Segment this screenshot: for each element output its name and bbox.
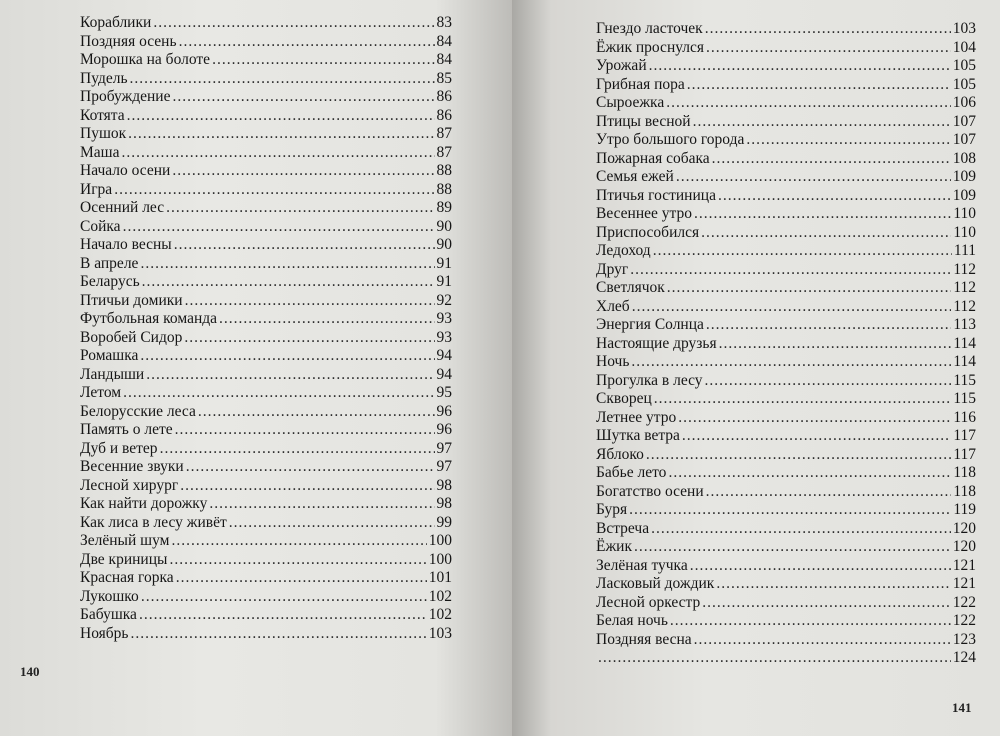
toc-entry <box>596 187 976 206</box>
toc-entry <box>80 199 452 218</box>
toc-entry <box>596 446 976 465</box>
toc-entry <box>596 390 976 409</box>
toc-entry-title: Ёжик <box>596 538 633 555</box>
toc-entry-page: 122 <box>952 593 976 611</box>
toc-entry <box>80 70 452 89</box>
toc-entry-page: 102 <box>428 606 452 623</box>
dot-leader <box>219 310 434 329</box>
toc-entry-title: Пожарная собака <box>596 149 710 167</box>
toc-entry-title: Зелёный шум <box>80 532 170 549</box>
toc-entry-title: Красная горка <box>80 569 174 586</box>
toc-entry-title: Бабушка <box>80 606 137 623</box>
toc-entry <box>596 538 976 557</box>
toc-entry <box>596 612 976 631</box>
toc-entry-title: Беларусь <box>80 273 140 290</box>
toc-entry-page: 84 <box>436 51 452 68</box>
dot-leader <box>130 70 435 89</box>
toc-entry <box>596 372 976 391</box>
dot-leader <box>687 76 951 95</box>
toc-entry <box>80 125 452 144</box>
toc-entry <box>596 464 976 483</box>
toc-entry <box>80 144 452 163</box>
toc-entry-title: Ромашка <box>80 347 139 364</box>
toc-entry-title: Урожай <box>596 57 647 74</box>
dot-leader <box>146 366 434 385</box>
dot-leader <box>212 51 434 70</box>
toc-entry-page: 97 <box>436 439 452 457</box>
toc-entry <box>80 162 452 181</box>
toc-entry <box>80 88 452 107</box>
toc-entry-page: 90 <box>436 236 452 253</box>
dot-leader <box>198 403 435 422</box>
toc-entry-title: Ночь <box>596 353 630 370</box>
toc-entry-page: 87 <box>436 125 452 142</box>
toc-entry <box>80 458 452 477</box>
dot-leader <box>175 421 435 440</box>
toc-entry-page: 98 <box>436 476 452 494</box>
toc-entry <box>596 76 976 95</box>
dot-leader <box>705 372 952 391</box>
toc-entry-page: 90 <box>436 217 452 235</box>
dot-leader <box>690 557 951 576</box>
toc-entry-title: Футбольная команда <box>80 310 218 327</box>
toc-entry-page: 93 <box>436 310 452 327</box>
dot-leader <box>176 569 427 588</box>
dot-leader <box>142 273 435 292</box>
toc-entry-page: 87 <box>436 143 452 161</box>
toc-entry-title: Дуб и ветер <box>80 439 158 457</box>
toc-entry-title: Лукошко <box>80 587 139 605</box>
toc-entry-title: Прогулка в лесу <box>596 371 703 389</box>
dot-leader <box>153 14 434 33</box>
toc-entry <box>80 477 452 496</box>
dot-leader <box>668 464 951 483</box>
dot-leader <box>174 236 435 255</box>
toc-entry-title: Пушок <box>80 125 127 142</box>
toc-entry <box>80 551 452 570</box>
dot-leader <box>179 33 435 52</box>
toc-entry-page: 86 <box>436 106 452 124</box>
toc-entry-page: 103 <box>428 624 452 642</box>
toc-entry-title: Грибная пора <box>596 75 685 93</box>
toc-entry-page: 95 <box>436 384 452 401</box>
toc-entry-page: 124 <box>952 649 976 666</box>
toc-entry-page: 86 <box>436 88 452 105</box>
toc-entry <box>596 353 976 372</box>
toc-entry-page: 100 <box>428 532 452 549</box>
toc-entry-page: 109 <box>952 186 976 204</box>
toc-entry <box>596 205 976 224</box>
page-number-left: 140 <box>20 664 40 679</box>
toc-entry <box>80 588 452 607</box>
dot-leader <box>631 353 951 372</box>
toc-entry <box>596 131 976 150</box>
dot-leader <box>184 329 434 348</box>
dot-leader <box>678 409 951 428</box>
toc-list-left <box>80 14 452 643</box>
toc-entry-title: Утро большого города <box>596 131 745 148</box>
toc-entry-title: Богатство осени <box>596 482 704 500</box>
toc-entry <box>80 236 452 255</box>
toc-entry-title: Начало весны <box>80 236 172 253</box>
dot-leader <box>694 205 951 224</box>
dot-leader <box>716 575 950 594</box>
toc-entry-page: 115 <box>953 371 976 389</box>
toc-entry-title: Ласковый дождик <box>596 575 715 592</box>
toc-entry-title: В апреле <box>80 254 139 272</box>
toc-entry-title: Игра <box>80 180 113 198</box>
toc-entry <box>80 255 452 274</box>
toc-entry <box>596 335 976 354</box>
toc-entry <box>596 316 976 335</box>
toc-entry <box>596 501 976 520</box>
toc-entry <box>80 310 452 329</box>
dot-leader <box>141 588 427 607</box>
toc-entry <box>80 421 452 440</box>
dot-leader <box>598 649 951 668</box>
toc-entry-title: Начало осени <box>80 162 171 179</box>
toc-entry <box>596 224 976 243</box>
toc-entry <box>596 427 976 446</box>
dot-leader <box>140 347 434 366</box>
toc-entry-title: Поздняя весна <box>596 630 692 648</box>
toc-entry <box>80 14 452 33</box>
toc-entry-title: Ландыши <box>80 365 145 383</box>
toc-entry <box>80 514 452 533</box>
dot-leader <box>186 458 435 477</box>
toc-entry-title: Яблоко <box>596 445 644 463</box>
toc-entry-page: 107 <box>952 131 976 148</box>
toc-entry-title: Белая ночь <box>596 612 668 629</box>
toc-entry-title: Гнездо ласточек <box>596 20 703 37</box>
toc-entry-page: 104 <box>952 38 976 56</box>
dot-leader <box>706 483 952 502</box>
toc-entry-page: 121 <box>952 556 976 574</box>
toc-entry-page: 112 <box>953 279 976 296</box>
toc-entry <box>80 181 452 200</box>
toc-entry <box>596 557 976 576</box>
dot-leader <box>693 113 951 132</box>
dot-leader <box>160 440 435 459</box>
dot-leader <box>694 631 951 650</box>
toc-entry-title: Встреча <box>596 519 650 537</box>
toc-entry-title: Птичьи домики <box>80 291 183 309</box>
dot-leader <box>670 612 951 631</box>
dot-leader <box>682 427 951 446</box>
toc-entry <box>596 279 976 298</box>
toc-entry-page: 96 <box>436 421 452 438</box>
toc-entry-title: Птицы весной <box>596 112 691 130</box>
dot-leader <box>123 218 435 237</box>
dot-leader <box>629 501 951 520</box>
toc-entry-page: 120 <box>952 519 976 537</box>
toc-entry <box>596 150 976 169</box>
dot-leader <box>654 390 952 409</box>
toc-entry <box>596 649 976 668</box>
toc-entry <box>80 329 452 348</box>
toc-entry-title: Светлячок <box>596 279 665 296</box>
toc-entry-page: 91 <box>436 254 452 272</box>
toc-entry <box>80 347 452 366</box>
toc-entry-title: Осенний лес <box>80 199 165 216</box>
toc-entry-title: Две криницы <box>80 550 168 568</box>
toc-entry-title: Весенние звуки <box>80 458 184 475</box>
toc-entry <box>596 242 976 261</box>
toc-entry <box>80 273 452 292</box>
toc-entry-page: 105 <box>952 57 976 74</box>
toc-entry-page: 118 <box>953 482 976 500</box>
toc-entry <box>596 483 976 502</box>
toc-entry <box>596 575 976 594</box>
toc-entry-title: Лесной оркестр <box>596 593 701 611</box>
toc-entry-page: 113 <box>953 316 976 333</box>
toc-entry-title: Сыроежка <box>596 94 665 111</box>
toc-entry-title: Буря <box>596 501 628 518</box>
toc-entry-title: Шутка ветра <box>596 427 680 444</box>
toc-entry <box>596 520 976 539</box>
toc-entry-page: 105 <box>952 75 976 93</box>
toc-entry-title: Маша <box>80 143 120 161</box>
dot-leader <box>712 150 951 169</box>
toc-entry <box>80 107 452 126</box>
dot-leader <box>701 224 951 243</box>
toc-entry <box>596 631 976 650</box>
dot-leader <box>180 477 434 496</box>
toc-entry-title: Котята <box>80 106 125 124</box>
dot-leader <box>667 279 952 298</box>
dot-leader <box>632 298 952 317</box>
toc-entry-title: Как найти дорожку <box>80 495 208 512</box>
dot-leader <box>653 242 952 261</box>
toc-entry-page: 122 <box>952 612 976 629</box>
page-number-right: 141 <box>952 700 972 715</box>
toc-entry <box>80 532 452 551</box>
dot-leader <box>746 131 950 150</box>
toc-entry-page: 110 <box>953 223 976 241</box>
toc-entry-page: 110 <box>953 205 976 222</box>
right-page <box>512 0 1000 736</box>
toc-entry-page: 91 <box>436 273 452 290</box>
toc-entry <box>80 51 452 70</box>
dot-leader <box>140 255 434 274</box>
dot-leader <box>130 625 426 644</box>
dot-leader <box>702 594 950 613</box>
toc-entry-page: 102 <box>428 587 452 605</box>
toc-entry-page: 120 <box>952 538 976 555</box>
dot-leader <box>128 125 434 144</box>
dot-leader <box>139 606 427 625</box>
toc-entry-page: 100 <box>428 550 452 568</box>
toc-entry-page: 107 <box>952 112 976 130</box>
toc-entry <box>80 292 452 311</box>
toc-entry-page: 97 <box>436 458 452 475</box>
dot-leader <box>630 261 951 280</box>
toc-entry-title: Пудель <box>80 69 128 87</box>
toc-entry-title: Поздняя осень <box>80 32 177 50</box>
dot-leader <box>706 316 951 335</box>
toc-entry-page: 114 <box>953 353 976 370</box>
dot-leader <box>209 495 434 514</box>
toc-entry-page: 115 <box>953 390 976 407</box>
toc-entry-title: Летом <box>80 384 122 401</box>
dot-leader <box>718 187 951 206</box>
toc-entry-page: 117 <box>953 427 976 444</box>
toc-entry-title: Как лиса в лесу живёт <box>80 513 227 531</box>
dot-leader <box>676 168 951 187</box>
toc-entry-title: Бабье лето <box>596 464 667 481</box>
toc-entry-page: 109 <box>952 168 976 185</box>
toc-entry-page: 119 <box>953 501 976 518</box>
toc-entry-page: 103 <box>952 20 976 37</box>
dot-leader <box>121 144 434 163</box>
dot-leader <box>666 94 951 113</box>
dot-leader <box>719 335 952 354</box>
toc-entry <box>596 94 976 113</box>
toc-entry <box>80 495 452 514</box>
toc-entry-page: 89 <box>436 199 452 216</box>
toc-entry-page: 106 <box>952 94 976 111</box>
toc-entry <box>80 569 452 588</box>
toc-entry <box>80 218 452 237</box>
toc-entry-title: Друг <box>596 260 629 278</box>
dot-leader <box>651 520 951 539</box>
toc-list-right <box>596 20 976 668</box>
dot-leader <box>172 162 434 181</box>
toc-entry-title: Весеннее утро <box>596 205 692 222</box>
toc-entry <box>596 113 976 132</box>
toc-entry-page: 98 <box>436 495 452 512</box>
toc-entry <box>596 298 976 317</box>
dot-leader <box>114 181 434 200</box>
toc-entry <box>596 594 976 613</box>
toc-entry-title: Воробей Сидор <box>80 328 183 346</box>
toc-entry-page: 94 <box>436 365 452 383</box>
toc-entry <box>80 403 452 422</box>
toc-entry-page: 112 <box>953 260 976 278</box>
toc-entry <box>596 261 976 280</box>
toc-entry-page: 111 <box>953 242 976 259</box>
toc-entry-page: 114 <box>953 334 976 352</box>
toc-entry-title: Ёжик проснулся <box>596 38 705 56</box>
toc-entry-page: 88 <box>436 180 452 198</box>
toc-entry-title: Скворец <box>596 390 652 407</box>
toc-entry <box>80 606 452 625</box>
toc-entry-title: Пробуждение <box>80 88 171 105</box>
toc-entry-title: Морошка на болоте <box>80 51 211 68</box>
toc-entry-title: Птичья гостиница <box>596 186 716 204</box>
toc-entry <box>80 625 452 644</box>
toc-entry-title: Зелёная тучка <box>596 556 688 574</box>
toc-entry-title: Ледоход <box>596 242 651 259</box>
dot-leader <box>171 532 426 551</box>
dot-leader <box>127 107 435 126</box>
toc-entry-title: Ноябрь <box>80 624 129 642</box>
toc-entry-title: Хлеб <box>596 297 630 315</box>
toc-entry-title: Семья ежей <box>596 168 674 185</box>
toc-entry-title: Лесной хирург <box>80 476 179 494</box>
toc-entry <box>596 409 976 428</box>
toc-entry-title: Энергия Солнца <box>596 316 704 333</box>
toc-entry-title: Летнее утро <box>596 408 677 426</box>
toc-entry-page: 83 <box>436 14 452 31</box>
dot-leader <box>172 88 434 107</box>
toc-entry-page: 92 <box>436 291 452 309</box>
dot-leader <box>649 57 951 76</box>
dot-leader <box>166 199 434 218</box>
toc-entry <box>80 440 452 459</box>
toc-entry-title: Белорусские леса <box>80 402 196 420</box>
toc-entry-page: 117 <box>953 445 976 463</box>
toc-entry-page: 93 <box>436 328 452 346</box>
dot-leader <box>646 446 951 465</box>
toc-entry-page: 123 <box>952 630 976 648</box>
dot-leader <box>169 551 426 570</box>
toc-entry <box>596 39 976 58</box>
toc-entry-title: Приспособился <box>596 223 700 241</box>
toc-entry-page: 101 <box>428 569 452 586</box>
toc-entry-page: 96 <box>436 402 452 420</box>
toc-entry <box>596 168 976 187</box>
toc-entry-page: 84 <box>436 32 452 50</box>
dot-leader <box>705 20 951 39</box>
toc-entry <box>80 366 452 385</box>
toc-entry <box>80 384 452 403</box>
toc-entry <box>596 20 976 39</box>
toc-entry <box>80 33 452 52</box>
toc-entry-title: Память о лете <box>80 421 173 438</box>
toc-entry-page: 118 <box>953 464 976 481</box>
toc-entry-page: 88 <box>436 162 452 179</box>
toc-entry-title: Кораблики <box>80 14 152 31</box>
toc-entry-page: 94 <box>436 347 452 364</box>
toc-entry-title: Сойка <box>80 217 121 235</box>
toc-entry <box>596 57 976 76</box>
dot-leader <box>229 514 435 533</box>
toc-entry-page: 112 <box>953 297 976 315</box>
dot-leader <box>185 292 435 311</box>
toc-entry-page: 121 <box>952 575 976 592</box>
dot-leader <box>706 39 951 58</box>
toc-entry-title: Настоящие друзья <box>596 334 717 352</box>
toc-entry-page: 108 <box>952 149 976 167</box>
dot-leader <box>123 384 434 403</box>
toc-entry-page: 85 <box>436 69 452 87</box>
dot-leader <box>634 538 951 557</box>
toc-entry-page: 99 <box>436 513 452 531</box>
toc-entry-page: 116 <box>953 408 976 426</box>
